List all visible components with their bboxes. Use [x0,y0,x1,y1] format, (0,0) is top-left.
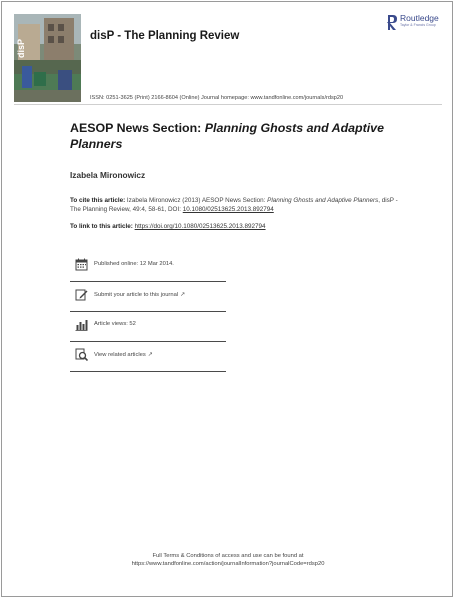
publisher-name: Routledge [400,13,439,23]
published-online-row [70,252,226,282]
footer [0,552,456,568]
citation-text-2: , disP - The Planning Review, 49:4, 58-61, DOI: [70,197,398,213]
article-title-plain: AESOP News Section: [70,121,205,135]
article-link-block [70,222,400,231]
related-articles-label: View related articles [94,352,146,358]
publisher-subtitle: Taylor & Francis Group [400,23,436,27]
footer-terms-url[interactable]: https://www.tandfonline.com/action/journalInformation?journalCode=rdsp20 [131,561,325,567]
citation-label: To cite this article: [70,197,126,204]
edit-icon [75,288,88,301]
article-title-italic: Planning Ghosts and Adaptive Planners [70,121,384,151]
issn-line[interactable]: ISSN: 0251-3625 (Print) 2166-8604 (Online) Journal homepage: www.tandfonline.com/journals/rdsp20 [90,95,344,101]
article-author: Izabela Mironowicz [70,170,146,180]
citation-doi-link[interactable]: 10.1080/02513625.2013.892794 [182,206,274,213]
calendar-icon [75,258,88,271]
journal-title[interactable]: disP - The Planning Review [90,30,240,42]
submit-article-link[interactable] [94,291,185,298]
related-articles-link[interactable] [94,351,153,358]
external-link-icon: ↗ [147,352,153,358]
citation-text-1: Izabela Mironowicz (2013) AESOP News Section: [126,197,268,204]
article-views-row [70,312,226,342]
related-search-icon [75,348,88,361]
submit-article-label: Submit your article to this journal [94,292,179,298]
submit-article-row[interactable] [70,282,226,312]
published-online-text: Published online: 12 Mar 2014. [94,261,174,267]
article-doi-url[interactable]: https://doi.org/10.1080/02513625.2013.892794 [134,223,266,230]
footer-terms-text: Full Terms & Conditions of access and use can be found at [152,553,304,559]
related-articles-row[interactable] [70,342,226,372]
cover-label: disP [16,38,26,58]
citation-italic-title: Planning Ghosts and Adaptive Planners [267,197,379,204]
journal-cover-image[interactable] [14,14,81,102]
routledge-icon [386,13,398,31]
article-title [70,120,400,152]
bar-chart-icon [75,318,88,331]
article-link-label: To link to this article: [70,223,133,230]
external-link-icon: ↗ [180,292,186,298]
header-divider [14,104,442,105]
article-views-text: Article views: 52 [94,321,136,327]
citation-block [70,196,400,214]
row-divider [70,371,226,372]
